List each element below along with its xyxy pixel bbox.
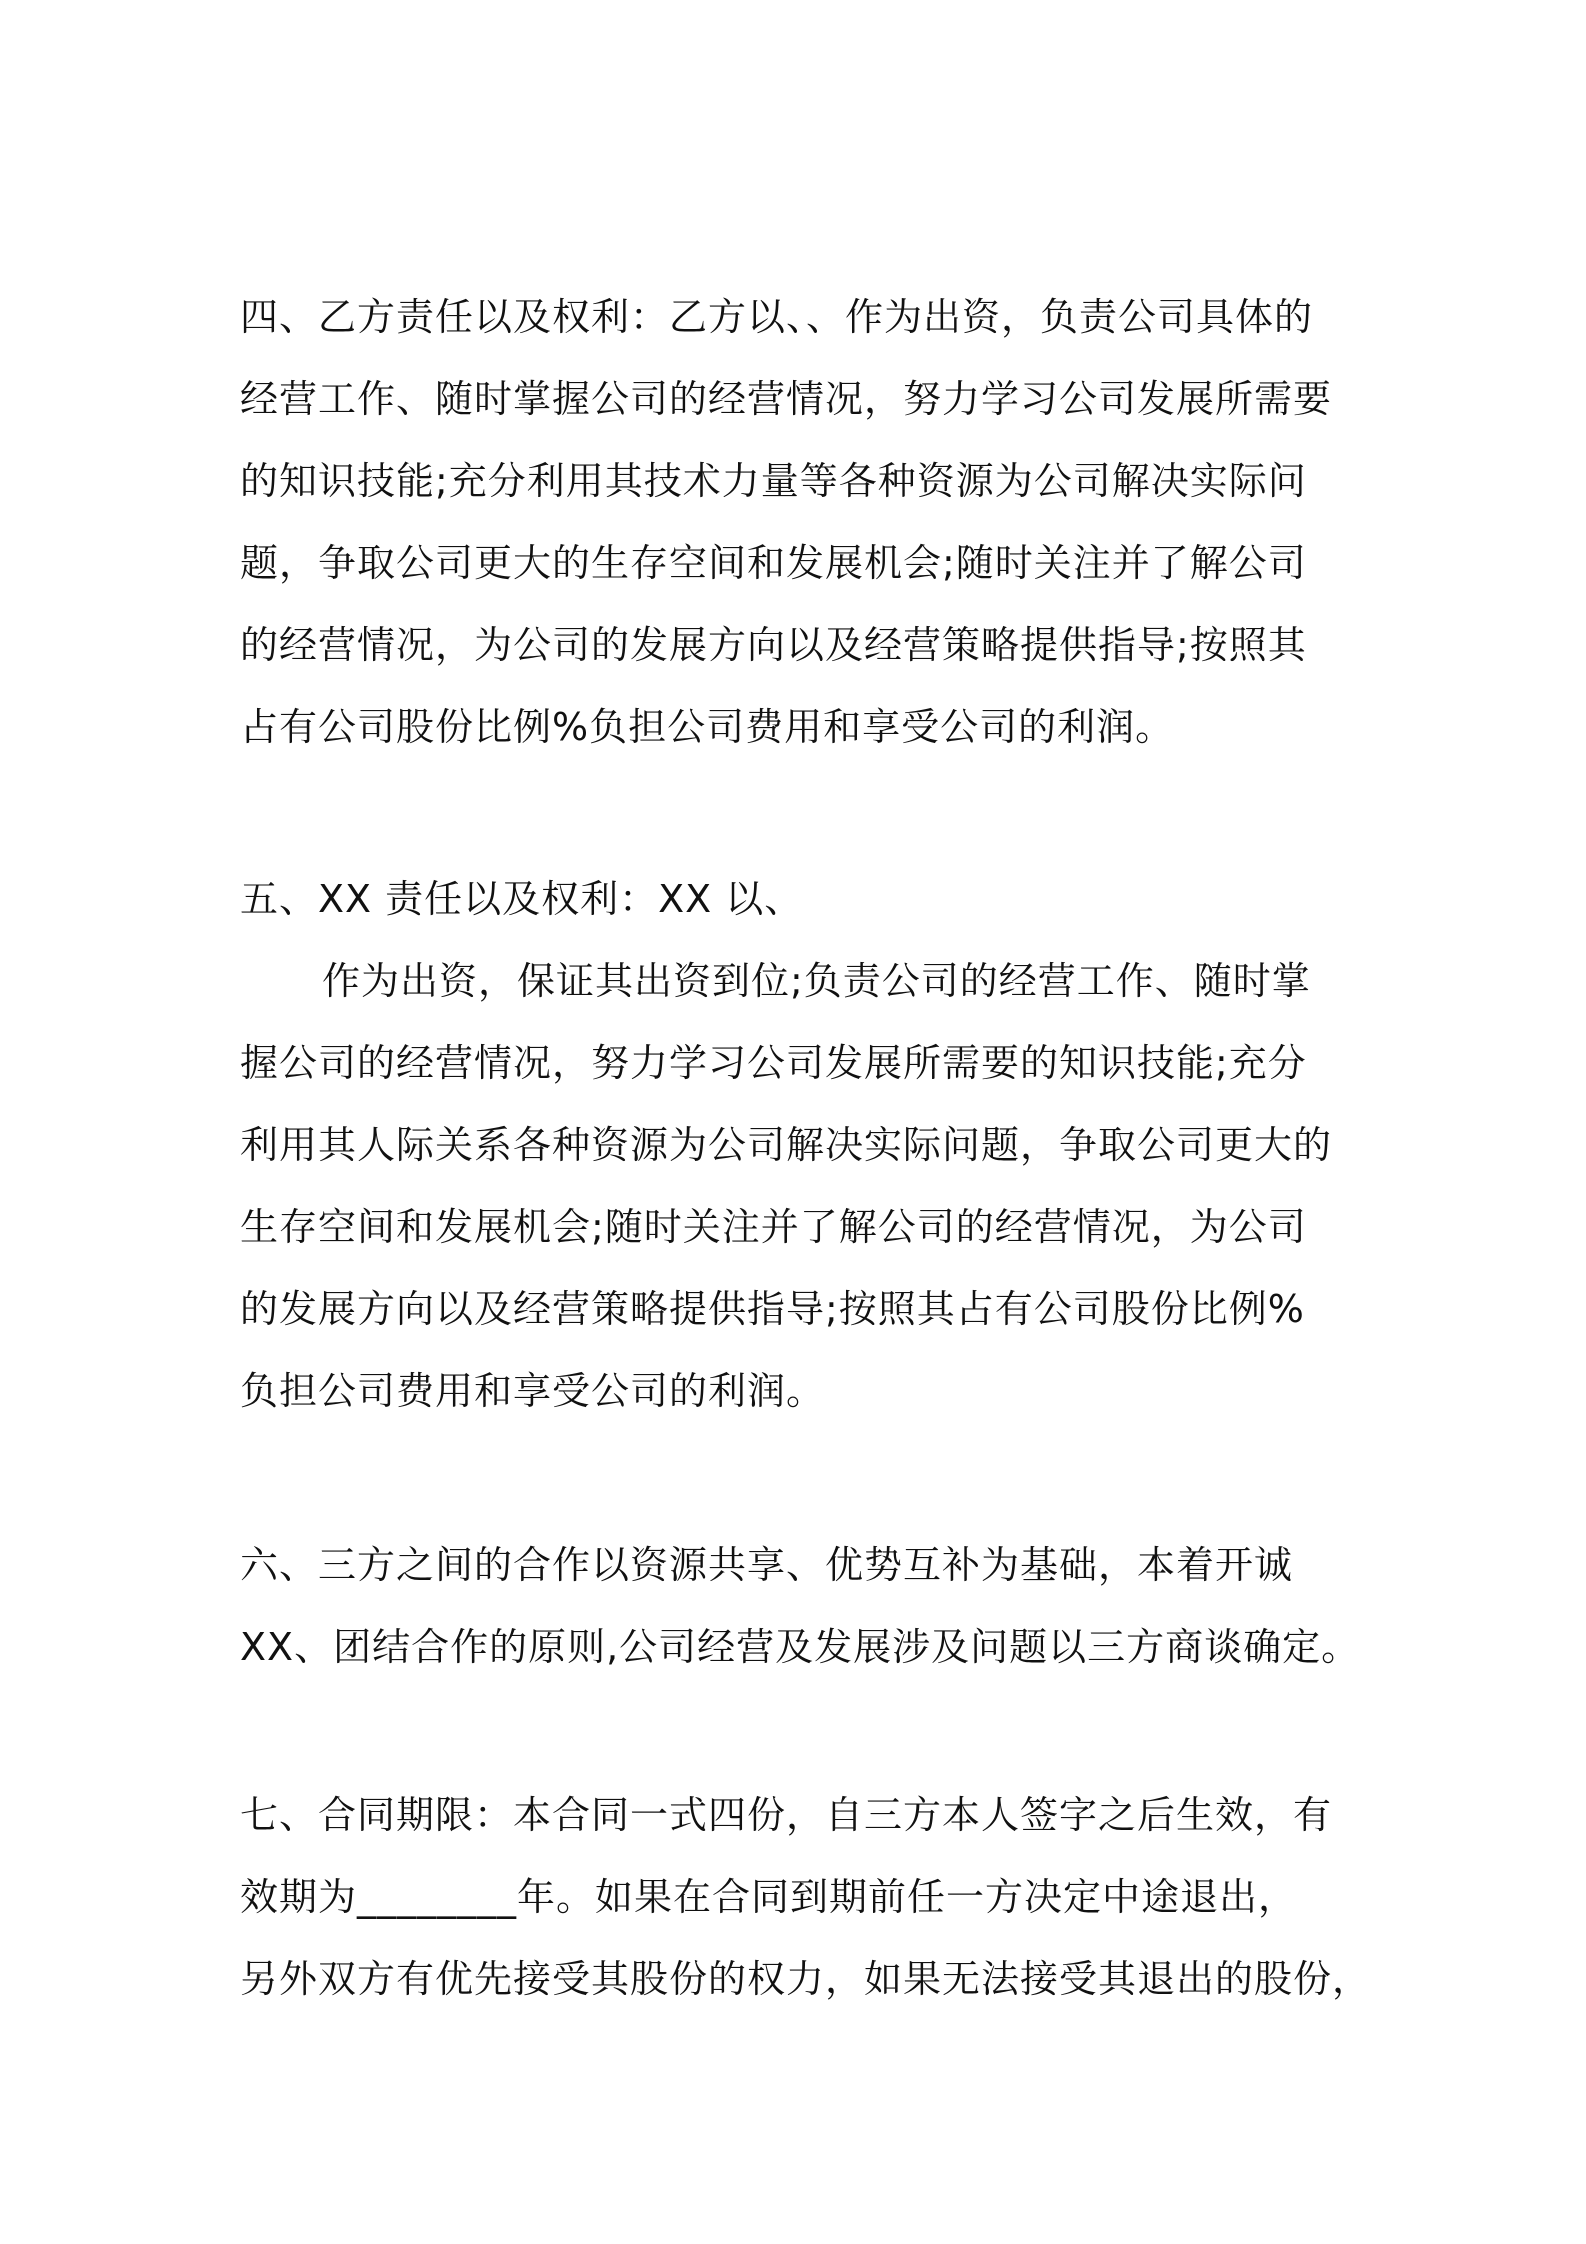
section-4-line-1: 四、乙方责任以及权利：乙方以、、作为出资，负责公司具体的 xyxy=(240,295,1314,339)
section-5-line-1: 五、XX 责任以及权利：XX 以、 xyxy=(240,877,804,921)
section-6-line-1: 六、三方之间的合作以资源共享、优势互补为基础，本着开诚 xyxy=(240,1543,1294,1587)
section-5-line-5: 生存空间和发展机会;随时关注并了解公司的经营情况，为公司 xyxy=(240,1205,1307,1249)
section-5-line-6: 的发展方向以及经营策略提供指导;按照其占有公司股份比例% xyxy=(240,1287,1305,1331)
section-4-line-5: 的经营情况，为公司的发展方向以及经营策略提供指导;按照其 xyxy=(240,623,1307,667)
section-5-line-7: 负担公司费用和享受公司的利润。 xyxy=(240,1369,826,1413)
section-5-line-4: 利用其人际关系各种资源为公司解决实际问题，争取公司更大的 xyxy=(240,1123,1333,1167)
section-7-line-1: 七、合同期限：本合同一式四份，自三方本人签字之后生效，有 xyxy=(240,1793,1333,1837)
section-4-line-4: 题，争取公司更大的生存空间和发展机会;随时关注并了解公司 xyxy=(240,541,1307,585)
section-5-line-2: 作为出资，保证其出资到位;负责公司的经营工作、随时掌 xyxy=(322,959,1311,1003)
section-7-line-2: 效期为________年。如果在合同到期前任一方决定中途退出， xyxy=(240,1875,1298,1919)
section-4-line-2: 经营工作、随时掌握公司的经营情况，努力学习公司发展所需要 xyxy=(240,377,1333,421)
section-4-line-6: 占有公司股份比例%负担公司费用和享受公司的利润。 xyxy=(240,705,1175,749)
section-4-line-3: 的知识技能;充分利用其技术力量等各种资源为公司解决实际问 xyxy=(240,459,1307,503)
section-7-line-3: 另外双方有优先接受其股份的权力，如果无法接受其退出的股份， xyxy=(240,1957,1372,2001)
section-5-line-3: 握公司的经营情况，努力学习公司发展所需要的知识技能;充分 xyxy=(240,1041,1307,1085)
section-6-line-2: XX、团结合作的原则,公司经营及发展涉及问题以三方商谈确定。 xyxy=(240,1625,1361,1669)
